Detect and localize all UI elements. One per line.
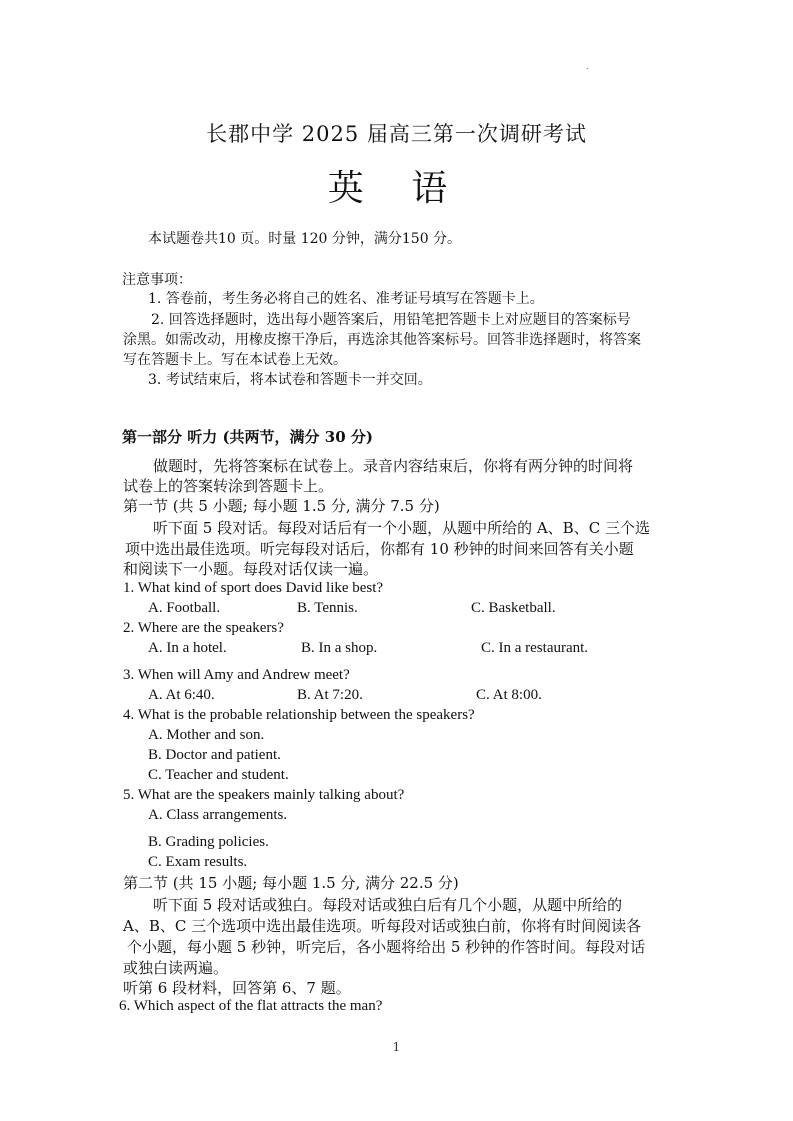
- section1-heading: 第一节 (共 5 小题; 每小题 1.5 分, 满分 7.5 分): [123, 497, 440, 515]
- section2-intro: 或独白读两遍。: [123, 959, 229, 977]
- option-a: A. At 6:40.: [148, 687, 215, 703]
- option-b: B. Doctor and patient.: [148, 747, 281, 763]
- section2-intro: A、B、C 三个选项中选出最佳选项。听每段对话或独白前，你将有时间阅读各: [123, 917, 642, 935]
- section1-intro: 和阅读下一小题。每段对话仅读一遍。: [123, 560, 379, 578]
- option-b: B. At 7:20.: [297, 687, 363, 703]
- question-2: 2. Where are the speakers?: [123, 620, 284, 636]
- option-c: C. Exam results.: [148, 854, 248, 870]
- option-a: A. Football.: [148, 600, 221, 616]
- section1-intro: 项中选出最佳选项。听完每段对话后，你都有 10 秒钟的时间来回答有关小题: [125, 540, 634, 558]
- question-3: 3. When will Amy and Andrew meet?: [123, 667, 350, 683]
- note-item: 涂黑。如需改动，用橡皮擦干净后，再选涂其他答案标号。回答非选择题时，将答案: [123, 332, 641, 348]
- part1-heading: 第一部分 听力 (共两节，满分 30 分): [122, 428, 373, 446]
- question-5: 5. What are the speakers mainly talking about?: [123, 787, 405, 803]
- part1-intro: 试卷上的答案转涂到答题卡上。: [123, 477, 334, 495]
- note-item: 1. 答卷前，考生务必将自己的姓名、准考证号填写在答题卡上。: [148, 291, 544, 307]
- option-b: B. Grading policies.: [148, 834, 269, 850]
- option-a: A. Class arrangements.: [148, 807, 288, 823]
- subject-title: 英 语: [327, 168, 466, 209]
- option-c: C. At 8:00.: [476, 687, 542, 703]
- option-c: C. In a restaurant.: [481, 640, 589, 656]
- part1-intro: 做题时，先将答案标在试卷上。录音内容结束后，你将有两分钟的时间将: [153, 457, 634, 475]
- material-6-heading: 听第 6 段材料，回答第 6、7 题。: [123, 979, 351, 997]
- option-b: B. Tennis.: [297, 600, 358, 616]
- question-1: 1. What kind of sport does David like best?: [123, 580, 384, 596]
- note-item: 3. 考试结束后，将本试卷和答题卡一并交回。: [148, 372, 432, 388]
- corner-dot: .: [586, 62, 589, 71]
- section2-heading: 第二节 (共 15 小题; 每小题 1.5 分, 满分 22.5 分): [123, 874, 459, 892]
- page-number: 1: [392, 1040, 401, 1054]
- question-4: 4. What is the probable relationship between the speakers?: [123, 707, 475, 723]
- question-6: 6. Which aspect of the flat attracts the man?: [119, 998, 383, 1014]
- section1-intro: 听下面 5 段对话。每段对话后有一个小题，从题中所给的 A、B、C 三个选: [153, 519, 650, 537]
- exam-info: 本试题卷共10 页。时量 120 分钟，满分150 分。: [148, 231, 462, 247]
- option-b: B. In a shop.: [301, 640, 378, 656]
- exam-title: 长郡中学 2025 届高三第一次调研考试: [206, 122, 587, 146]
- notes-heading: 注意事项：: [122, 272, 192, 288]
- option-c: C. Basketball.: [471, 600, 556, 616]
- option-a: A. In a hotel.: [148, 640, 227, 656]
- note-item: 写在答题卡上。写在本试卷上无效。: [123, 352, 347, 368]
- section2-intro: 听下面 5 段对话或独白。每段对话或独白后有几个小题，从题中所给的: [153, 896, 623, 914]
- section2-intro: 个小题，每小题 5 秒钟，听完后，各小题将给出 5 秒钟的作答时间。每段对话: [127, 938, 646, 956]
- note-item: 2. 回答选择题时，选出每小题答案后，用铅笔把答题卡上对应题目的答案标号: [151, 312, 631, 328]
- option-a: A. Mother and son.: [148, 727, 265, 743]
- option-c: C. Teacher and student.: [148, 767, 289, 783]
